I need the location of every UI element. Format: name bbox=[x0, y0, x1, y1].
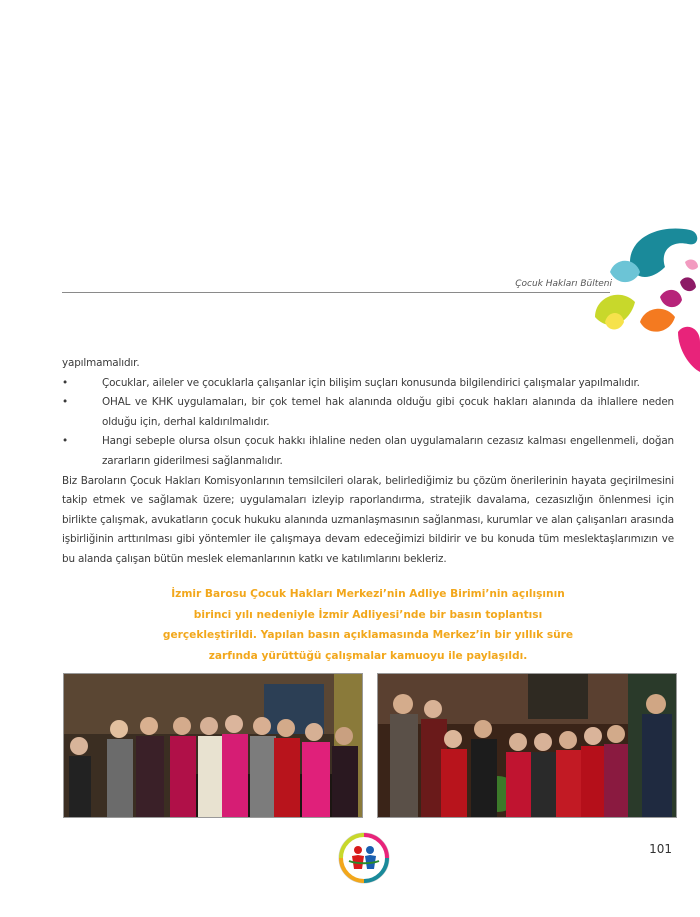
bullet-text: OHAL ve KHK uygulamaları, bir çok temel hak alanında olduğu gibi çocuk hakları alanında da ihlallere neden olduğu için, derhal kaldırılmalıdır. bbox=[102, 396, 674, 428]
bullet-text: Hangi sebeple olursa olsun çocuk hakkı ihlaline neden olan uygulamaların cezasız kalması engellenmeli, doğan zararların giderilmesi sağlanmalıdır. bbox=[102, 435, 674, 467]
group-photo-right bbox=[377, 673, 677, 818]
caption-line: İzmir Barosu Çocuk Hakları Merkezi’nin Adliye Birimi’nin açılışının bbox=[171, 588, 565, 600]
bullet-marker: • bbox=[62, 396, 68, 409]
bullet-marker: • bbox=[62, 376, 68, 389]
highlighted-caption bbox=[62, 584, 674, 666]
main-text-block bbox=[62, 354, 674, 570]
caption-line: birinci yılı nedeniyle İzmir Adliyesi’nde bir basın toplantısı bbox=[193, 608, 543, 621]
bullet-item bbox=[62, 432, 674, 471]
page-number: 101 bbox=[649, 842, 672, 856]
bulletin-title: Çocuk Hakları Bülteni bbox=[515, 279, 612, 289]
bullet-marker: • bbox=[62, 435, 68, 448]
caption-line: gerçekleştirildi. Yapılan basın açıklamasında Merkez’in bir yıllık süre bbox=[162, 629, 574, 641]
closing-paragraph: Biz Baroların Çocuk Hakları Komisyonlarının temsilcileri olarak, belirlediğimiz bu çözüm önerilerinin hayata geçirilmesini takip etmek ve sağlamak üzere; uygulamaları izleyip raporlandırma, stratejik davalama, cezasızlığın önlenmesi için birlikte çalışmak, avukatların çocuk hukuku alanında uzmanlaşmasının sağlanması, kurumlar ve alan çalışanları arasında işbirliğinin arttırılması gibi yöntemler ile çalışmaya devam edeceğimizi bildirir ve bu konuda tüm meslektaşlarımızın ve bu alanda çalışan bütün meslek elemanlarının katkı ve katılımlarını bekleriz. bbox=[62, 474, 674, 565]
group-photo-left bbox=[63, 673, 363, 818]
children-rights-center-logo bbox=[337, 831, 391, 885]
bullet-item bbox=[62, 393, 674, 432]
header-divider bbox=[62, 292, 610, 293]
bullet-text: Çocuklar, aileler ve çocuklarla çalışanlar için bilişim suçları konusunda bilgilendirici çalışmalar yapılmalıdır. bbox=[102, 376, 640, 389]
caption-line: zarfında yürüttüğü çalışmalar kamuoyu ile paylaşıldı. bbox=[208, 649, 528, 662]
text-line: yapılmamalıdır. bbox=[62, 357, 140, 369]
bullet-item bbox=[62, 374, 674, 394]
